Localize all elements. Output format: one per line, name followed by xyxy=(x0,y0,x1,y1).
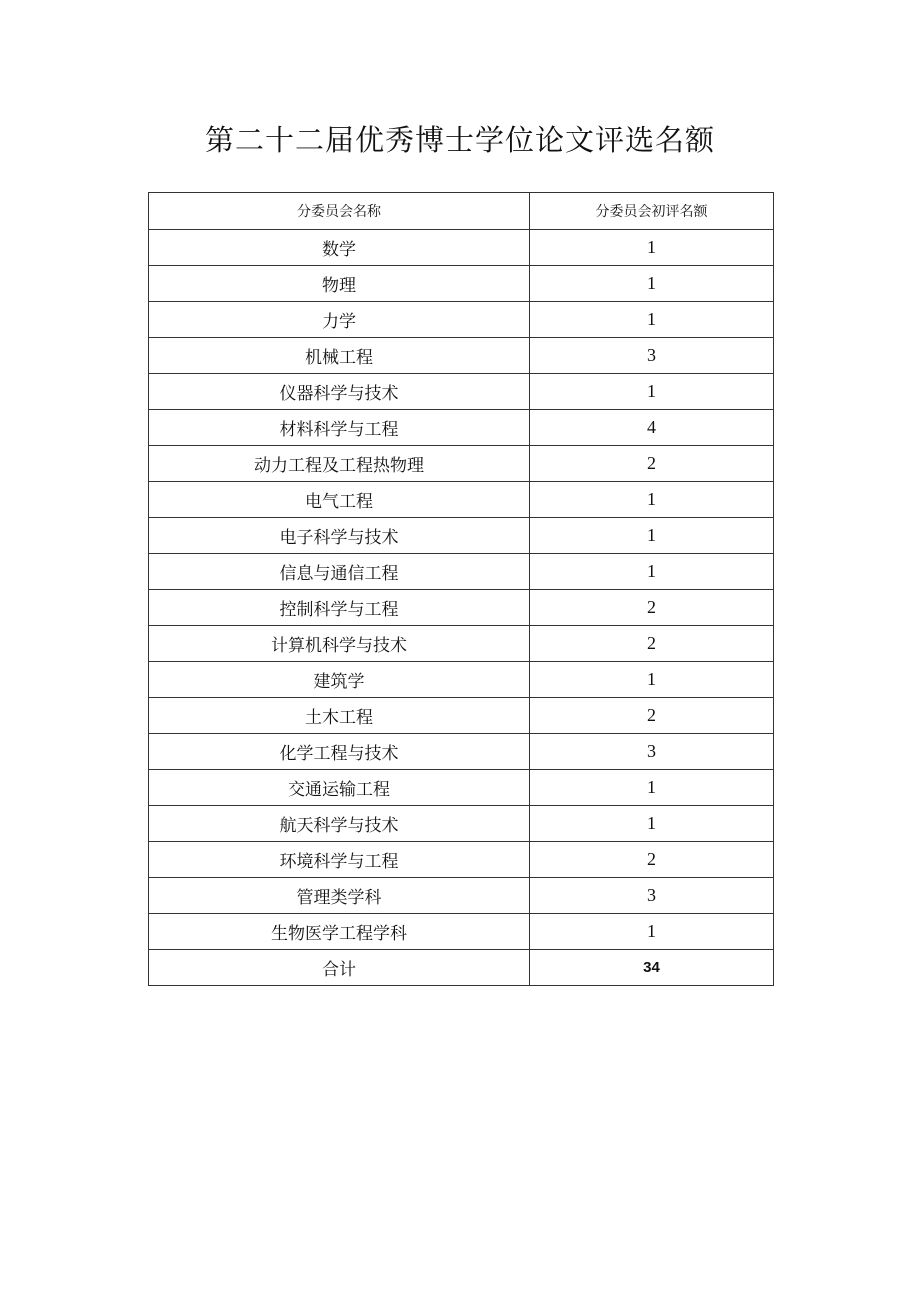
table-row xyxy=(149,806,774,842)
table-row xyxy=(149,770,774,806)
committee-name-cell: 计算机科学与技术 xyxy=(149,626,530,662)
quota-cell: 1 xyxy=(530,266,774,302)
quota-cell: 1 xyxy=(530,482,774,518)
committee-name-cell: 航天科学与技术 xyxy=(149,806,530,842)
column-header-quota: 分委员会初评名额 xyxy=(530,193,774,230)
table-total-row xyxy=(149,950,774,986)
table-row xyxy=(149,410,774,446)
committee-name-cell: 材料科学与工程 xyxy=(149,410,530,446)
table-row xyxy=(149,554,774,590)
committee-name-cell: 土木工程 xyxy=(149,698,530,734)
committee-name-cell: 环境科学与工程 xyxy=(149,842,530,878)
table-row xyxy=(149,878,774,914)
table-row xyxy=(149,734,774,770)
table-row xyxy=(149,266,774,302)
table-row xyxy=(149,230,774,266)
committee-name-cell: 数学 xyxy=(149,230,530,266)
table-body xyxy=(149,230,774,950)
committee-name-cell: 物理 xyxy=(149,266,530,302)
page-title: 第二十二届优秀博士学位论文评选名额 xyxy=(204,123,715,157)
quota-cell: 1 xyxy=(530,554,774,590)
committee-name-cell: 建筑学 xyxy=(149,662,530,698)
quota-cell: 4 xyxy=(530,410,774,446)
table-row xyxy=(149,842,774,878)
committee-name-cell: 交通运输工程 xyxy=(149,770,530,806)
quota-cell: 2 xyxy=(530,842,774,878)
table-header-row xyxy=(149,193,774,230)
table-row xyxy=(149,626,774,662)
table-row xyxy=(149,914,774,950)
committee-name-cell: 信息与通信工程 xyxy=(149,554,530,590)
committee-name-cell: 机械工程 xyxy=(149,338,530,374)
table-row xyxy=(149,338,774,374)
table-row xyxy=(149,446,774,482)
table-row xyxy=(149,662,774,698)
total-value: 34 xyxy=(530,950,774,986)
quota-cell: 3 xyxy=(530,734,774,770)
table-row xyxy=(149,482,774,518)
table-row xyxy=(149,590,774,626)
committee-name-cell: 仪器科学与技术 xyxy=(149,374,530,410)
quota-cell: 3 xyxy=(530,878,774,914)
table-row xyxy=(149,374,774,410)
quota-cell: 1 xyxy=(530,302,774,338)
quota-table xyxy=(148,192,774,986)
committee-name-cell: 力学 xyxy=(149,302,530,338)
quota-cell: 3 xyxy=(530,338,774,374)
committee-name-cell: 控制科学与工程 xyxy=(149,590,530,626)
quota-cell: 2 xyxy=(530,698,774,734)
committee-name-cell: 化学工程与技术 xyxy=(149,734,530,770)
quota-cell: 1 xyxy=(530,806,774,842)
committee-name-cell: 动力工程及工程热物理 xyxy=(149,446,530,482)
committee-name-cell: 电子科学与技术 xyxy=(149,518,530,554)
quota-cell: 1 xyxy=(530,230,774,266)
quota-cell: 2 xyxy=(530,626,774,662)
committee-name-cell: 管理类学科 xyxy=(149,878,530,914)
committee-name-cell: 电气工程 xyxy=(149,482,530,518)
quota-cell: 1 xyxy=(530,518,774,554)
quota-cell: 1 xyxy=(530,770,774,806)
quota-cell: 2 xyxy=(530,446,774,482)
committee-name-cell: 生物医学工程学科 xyxy=(149,914,530,950)
quota-cell: 1 xyxy=(530,662,774,698)
table-row xyxy=(149,302,774,338)
table-row xyxy=(149,698,774,734)
quota-cell: 2 xyxy=(530,590,774,626)
column-header-committee: 分委员会名称 xyxy=(149,193,530,230)
table-row xyxy=(149,518,774,554)
quota-cell: 1 xyxy=(530,914,774,950)
quota-cell: 1 xyxy=(530,374,774,410)
total-label: 合计 xyxy=(149,950,530,986)
